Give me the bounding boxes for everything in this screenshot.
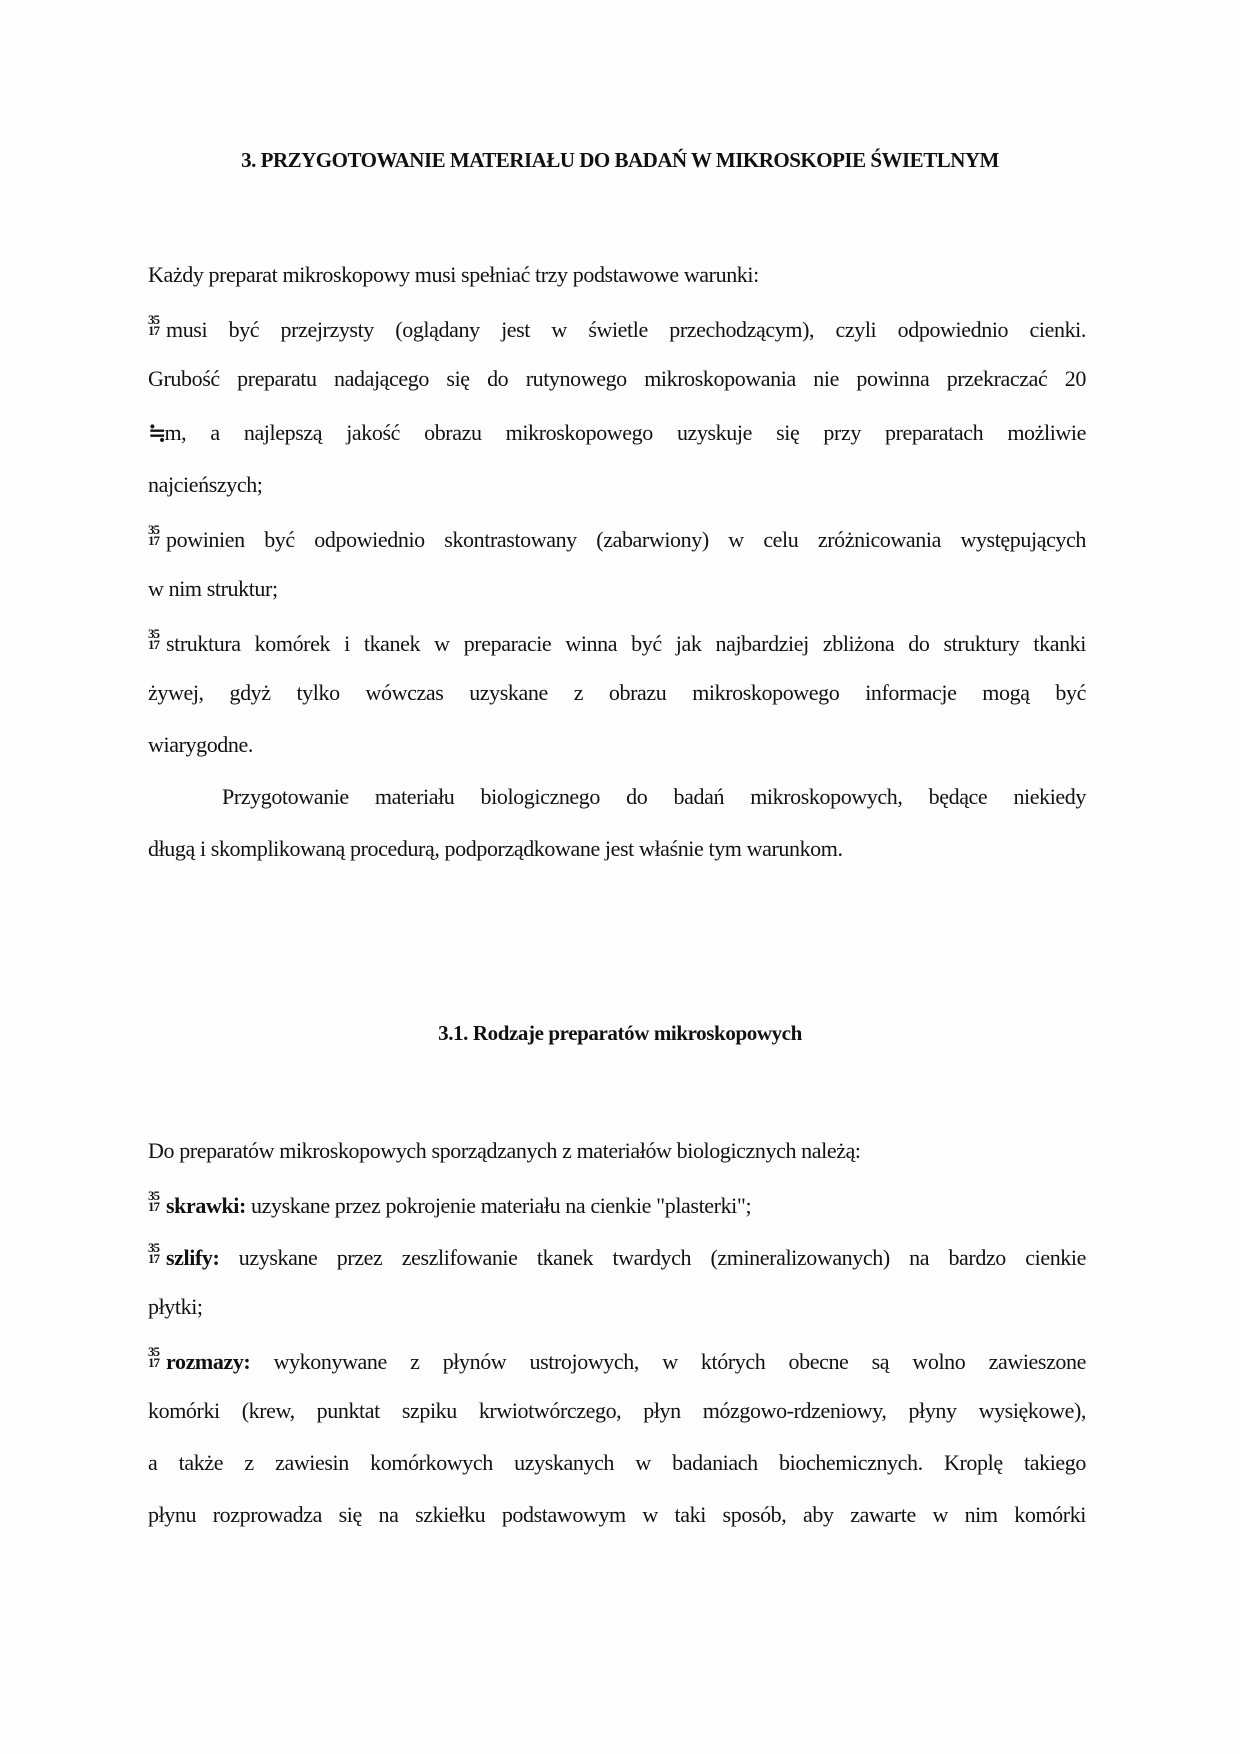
condition-1-line-4: najcieńszych; [148,472,263,497]
condition-1-line-3: ≒m, a najlepszą jakość obrazu mikroskopowego uzyskuje się przy preparatach możliwie [148,420,1086,445]
condition-3-line-2: żywej, gdyż tylko wówczas uzyskane z obrazu mikroskopowego informacje mogą być [148,680,1086,705]
term-label: skrawki: [166,1193,246,1218]
condition-3-line-3: wiarygodne. [148,732,253,757]
list-item-skrawki: 35 17 skrawki: uzyskane przez pokrojenie materiału na cienkie "plasterki"; [148,1188,752,1218]
list-item-rozmazy-line-2: komórki (krew, punktat szpiku krwiotwórczego, płyn mózgowo-rdzeniowy, płyny wysiękowe), [148,1398,1086,1423]
term-label: szlify: [166,1245,220,1270]
condition-1-line-2: Grubość preparatu nadającego się do rutynowego mikroskopowania nie powinna przekraczać 20 [148,366,1086,391]
micro-symbol-icon: ≒ [148,420,165,445]
bullet-icon: 35 17 [148,522,159,548]
list-item-rozmazy-line-4: płynu rozprowadza się na szkiełku podstawowym w taki sposób, aby zawarte w nim komórki [148,1502,1086,1527]
section-intro: Do preparatów mikroskopowych sporządzanych z materiałów biologicznych należą: [148,1138,861,1163]
condition-2-line-1: 35 17 powinien być odpowiednio skontrastowany (zabarwiony) w celu zróżnicowania występujących [148,522,1086,552]
paragraph-line-1: Przygotowanie materiału biologicznego do badań mikroskopowych, będące niekiedy [222,784,1086,809]
condition-2-line-2: w nim struktur; [148,576,278,601]
bullet-icon: 35 17 [148,312,159,338]
page-title: 3. PRZYGOTOWANIE MATERIAŁU DO BADAŃ W MIKROSKOPIE ŚWIETLNYM [241,148,999,172]
bullet-icon: 35 17 [148,1240,159,1266]
term-label: rozmazy: [166,1349,251,1374]
list-item-rozmazy-line-3: a także z zawiesin komórkowych uzyskanych w badaniach biochemicznych. Kroplę takiego [148,1450,1086,1475]
bullet-icon: 35 17 [148,1344,159,1370]
condition-3-line-1: 35 17 struktura komórek i tkanek w preparacie winna być jak najbardziej zbliżona do struktury tkanki [148,626,1086,656]
bullet-icon: 35 17 [148,626,159,652]
bullet-icon: 35 17 [148,1188,159,1214]
intro-text: Każdy preparat mikroskopowy musi spełniać trzy podstawowe warunki: [148,262,759,287]
paragraph-line-2: długą i skomplikowaną procedurą, podporządkowane jest właśnie tym warunkom. [148,836,843,861]
list-item-rozmazy: 35 17 rozmazy: wykonywane z płynów ustrojowych, w których obecne są wolno zawieszone [148,1344,1086,1374]
section-title: 3.1. Rodzaje preparatów mikroskopowych [438,1021,802,1045]
condition-1-line-1: 35 17 musi być przejrzysty (oglądany jest w świetle przechodzącym), czyli odpowiednio cienki. [148,312,1086,342]
list-item-szlify-line-2: płytki; [148,1294,203,1319]
list-item-szlify: 35 17 szlify: uzyskane przez zeszlifowanie tkanek twardych (zmineralizowanych) na bardzo cienkie [148,1240,1086,1270]
